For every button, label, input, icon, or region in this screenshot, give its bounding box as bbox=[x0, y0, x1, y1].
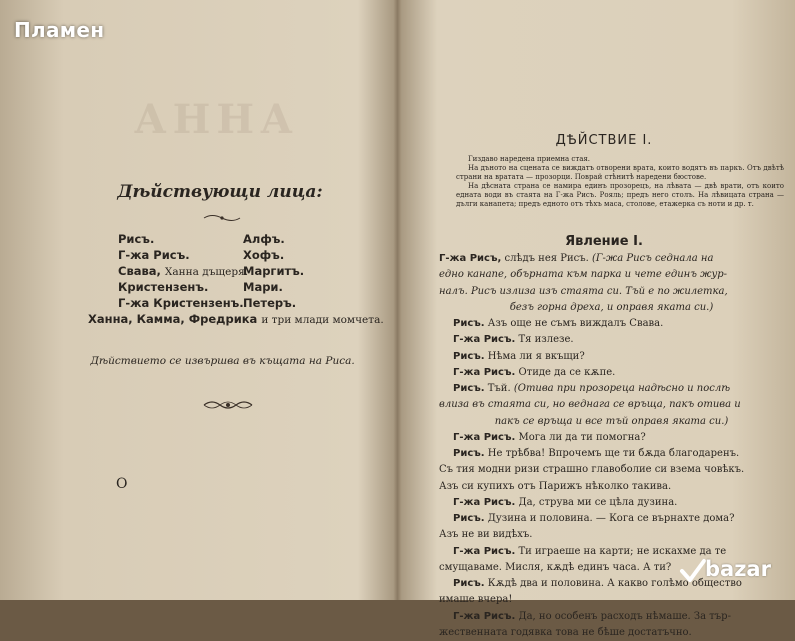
cast-title: Дѣйствующи лица: bbox=[117, 182, 323, 202]
ornament-divider-icon bbox=[202, 213, 242, 223]
speaker-name: Г-жа Рисъ. bbox=[453, 366, 516, 378]
setting-note: Дѣйствието се извършва въ къщата на Риса. bbox=[90, 355, 355, 367]
cast-name: Рисъ. bbox=[118, 232, 155, 246]
dialogue-text: Тъй. bbox=[487, 383, 511, 394]
dialogue-line bbox=[439, 300, 784, 316]
dialogue-text: Кѫдѣ два и половина. А какво голѣмо общество bbox=[487, 578, 742, 589]
dialogue-line bbox=[439, 414, 784, 430]
speaker-name: Рисъ. bbox=[453, 318, 485, 329]
dialogue-text: Азъ още не съмъ виждалъ Свава. bbox=[487, 318, 664, 329]
dialogue-line bbox=[439, 267, 784, 283]
dialogue-text: Дузина и половина. — Кога се върнахте дома? bbox=[487, 513, 735, 524]
cast-row bbox=[118, 280, 348, 296]
cast-row bbox=[118, 232, 348, 248]
dialogue-text: смущаваме. Мисля, кѫдѣ единъ часа. А ти? bbox=[439, 561, 672, 573]
dialogue-line bbox=[439, 625, 784, 641]
dialogue-text: Да, струва ми се цѣла дузина. bbox=[518, 496, 678, 508]
cast-note: Ханна дъщеря. bbox=[164, 266, 249, 278]
page-mark: О bbox=[116, 476, 128, 492]
cast-row bbox=[88, 312, 384, 328]
cast-entry bbox=[118, 264, 248, 278]
dialogue-text: Мога ли да ти помогна? bbox=[518, 431, 646, 443]
dialogue-text: Не трѣбва! Впрочемъ ще ти бѫда благодаренъ. bbox=[487, 448, 740, 459]
watermark-text: Пламен bbox=[14, 18, 105, 42]
dialogue-line bbox=[439, 479, 784, 495]
stage-remark: (Отива при прозореца надѣсно и послѣ bbox=[513, 383, 731, 394]
speaker-name: Рисъ. bbox=[453, 578, 485, 589]
dialogue-text: Азъ си купихъ отъ Парижъ нѣколко такива. bbox=[439, 480, 672, 492]
show-through-text: АННА bbox=[134, 96, 299, 143]
dialogue-text: Азъ не ви видѣхъ. bbox=[439, 529, 533, 541]
left-page bbox=[30, 0, 390, 600]
stage-remark: налъ. Рисъ излиза изъ стаята си. Тъй е по жилетка, bbox=[439, 285, 728, 297]
dialogue-text: Тя излезе. bbox=[518, 334, 574, 346]
speaker-name: Г-жа Рисъ. bbox=[453, 545, 516, 557]
dialogue-line bbox=[439, 332, 784, 348]
dialogue-line bbox=[439, 381, 784, 397]
speaker-name: Рисъ. bbox=[453, 350, 485, 362]
cast-note: и три млади момчета. bbox=[261, 314, 384, 326]
speaker-name: Г-жа Рисъ. bbox=[453, 334, 516, 346]
cast-row bbox=[118, 248, 348, 264]
dialogue-text: Отиде да се кѫпе. bbox=[518, 366, 616, 378]
speaker-name: Г-жа Рисъ. bbox=[453, 496, 516, 508]
cast-name: Маргитъ. bbox=[243, 264, 305, 278]
flourish-ornament-icon bbox=[200, 398, 256, 412]
dialogue-line bbox=[439, 511, 784, 527]
cast-name: Свава, bbox=[118, 264, 161, 278]
stage-directions bbox=[456, 155, 784, 209]
cast-list bbox=[88, 232, 384, 328]
stage-remark: едно канапе, обърната към парка и чете единъ жур- bbox=[439, 269, 728, 281]
stage-paragraph: На дѣсната страна се намира единъ прозорецъ, на лѣвата — двѣ врати, отъ които едната води въ стаята на Г-жа Рисъ. Рояль; предъ него столъ. На лѣвицата страна — дълги канапета; предъ едното отъ тѣхъ маса, столове, етажерка съ ноти и др. т. bbox=[456, 182, 784, 208]
dialogue-line bbox=[439, 430, 784, 446]
dialogue-line bbox=[439, 527, 784, 543]
dialogue-text: Нѣма ли я вкъщи? bbox=[487, 350, 585, 362]
speaker-name: Рисъ. bbox=[453, 448, 485, 459]
act-title: ДѢЙСТВИЕ I. bbox=[555, 133, 653, 148]
stage-remark: безъ горна дреха, и оправя яката си.) bbox=[509, 301, 714, 313]
cast-name: Петеръ. bbox=[243, 296, 297, 310]
cast-name: Г-жа Рисъ. bbox=[118, 248, 190, 262]
dialogue-line bbox=[439, 495, 784, 511]
cast-row bbox=[118, 264, 348, 280]
dialogue-line bbox=[439, 609, 784, 625]
stage-remark: (Г-жа Рисъ седнала на bbox=[591, 253, 714, 264]
cast-row bbox=[118, 296, 348, 312]
dialogue-line bbox=[439, 365, 784, 381]
dialogue-text: жественната годявка това не бѣше достатъчно. bbox=[439, 626, 692, 638]
dialogue-line bbox=[439, 446, 784, 462]
dialogue-line bbox=[439, 284, 784, 300]
cast-name: Хофъ. bbox=[243, 248, 285, 262]
scene-title: Явление I. bbox=[565, 234, 643, 249]
dialogue-line bbox=[439, 462, 784, 478]
cast-name: Г-жа Кристензенъ. bbox=[118, 296, 244, 310]
stage-remark: пакъ се връща и все тъй оправя яката си.) bbox=[494, 415, 729, 427]
stage-remark: влиза въ стаята си, но веднага се връща, пакъ отива и bbox=[439, 399, 741, 411]
speaker-name: Рисъ. bbox=[453, 513, 485, 524]
dialogue-line bbox=[439, 349, 784, 365]
speaker-name: Г-жа Рисъ. bbox=[453, 610, 516, 622]
cast-entry bbox=[88, 312, 384, 326]
cast-name: Мари. bbox=[243, 280, 283, 294]
speaker-name: Г-жа Рисъ. bbox=[453, 431, 516, 443]
dialogue-line bbox=[439, 592, 784, 608]
cast-name: Кристензенъ. bbox=[118, 280, 209, 294]
dialogue-line bbox=[439, 251, 784, 267]
dialogue-text: имаше вчера! bbox=[439, 594, 513, 606]
dialogue-line bbox=[439, 397, 784, 413]
cast-name: Ханна, Камма, Фредрика bbox=[88, 312, 258, 326]
speaker-name: Рисъ. bbox=[453, 383, 485, 394]
dialogue-text: Ти играеше на карти; не искахме да те bbox=[518, 545, 727, 557]
stage-paragraph: На дъното на сцената се виждатъ отворени врата, които водятъ въ паркъ. Отъ двѣтѣ страни на вратата — прозорци. Поврай стѣнитѣ наредени бюстове. bbox=[456, 164, 784, 181]
right-page bbox=[418, 0, 790, 638]
dialogue-text: Съ тия модни ризи страшно главоболие си взема човѣкъ. bbox=[439, 464, 745, 476]
brand-logo-text: bazar bbox=[705, 557, 771, 581]
dialogue-text: слѣдъ нея Рисъ. bbox=[504, 253, 589, 264]
stage-paragraph: Гиздаво наредена приемна стая. bbox=[468, 155, 591, 163]
dialogue-text: Да, но особенъ расходъ нѣмаше. За тър- bbox=[518, 610, 731, 622]
dialogue-line bbox=[439, 316, 784, 332]
cast-name: Алфъ. bbox=[243, 232, 285, 246]
speaker-name: Г-жа Рисъ, bbox=[439, 253, 502, 264]
